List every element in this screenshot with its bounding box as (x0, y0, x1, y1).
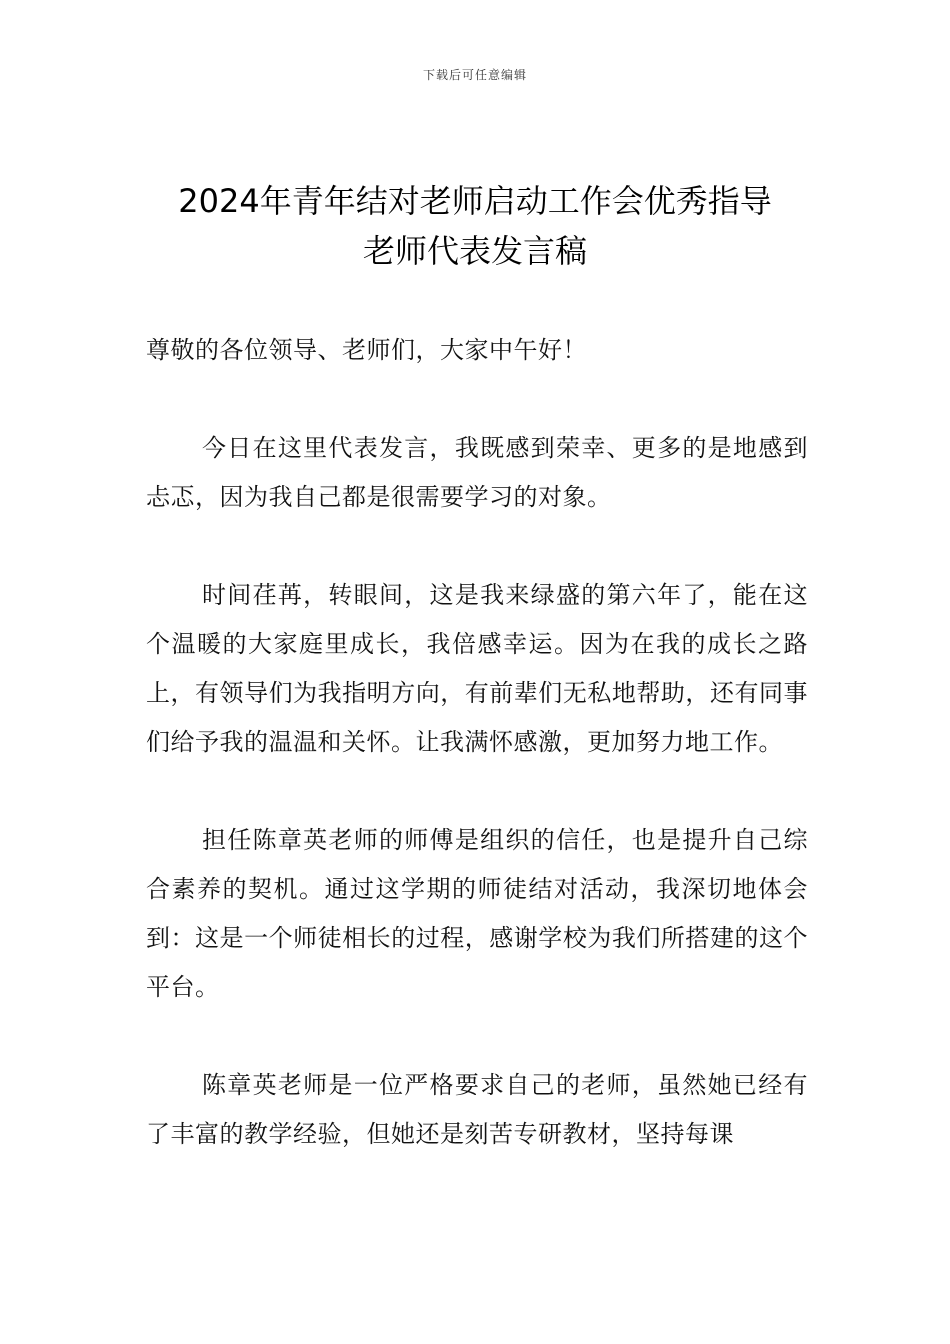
paragraph-4: 陈章英老师是一位严格要求自己的老师，虽然她已经有了丰富的教学经验，但她还是刻苦专研教材，坚持每课 (146, 1071, 808, 1148)
paragraph-1: 今日在这里代表发言，我既感到荣幸、更多的是地感到忐忑，因为我自己都是很需要学习的对象。 (146, 434, 808, 511)
paragraph-3: 担任陈章英老师的师傅是组织的信任，也是提升自己综合素养的契机。通过这学期的师徒结对活动，我深切地体会到：这是一个师徒相长的过程，感谢学校为我们所搭建的这个平台。 (146, 826, 808, 1001)
header-note: 下载后可任意编辑 (422, 68, 527, 82)
title-line-1: 2024年青年结对老师启动工作会优秀指导 (178, 182, 772, 220)
greeting: 尊敬的各位领导、老师们，大家中午好！ (146, 336, 587, 364)
document-title (100, 176, 850, 276)
title-line-2: 老师代表发言稿 (362, 232, 587, 270)
paragraph-2: 时间荏苒，转眼间，这是我来绿盛的第六年了，能在这个温暖的大家庭里成长，我倍感幸运。因为在我的成长之路上，有领导们为我指明方向，有前辈们无私地帮助，还有同事们给予我的温温和关怀。让我满怀感激，更加努力地工作。 (146, 581, 808, 756)
document-body (146, 326, 808, 1208)
